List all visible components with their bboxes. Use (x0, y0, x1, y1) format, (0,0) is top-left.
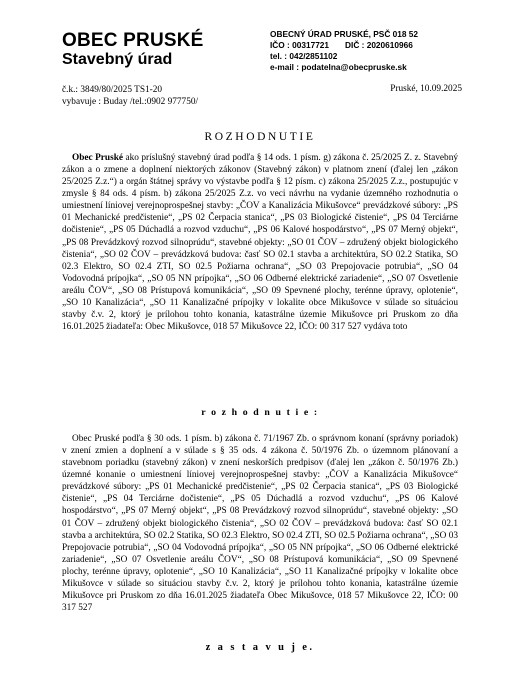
office-address: OBECNÝ ÚRAD PRUSKÉ, PSČ 018 52 (270, 29, 419, 39)
decision-paragraph: Obec Pruské podľa § 30 ods. 1 písm. b) zákona č. 71/1967 Zb. o správnom konaní (správny poriadok) v znení zmien a doplnení a v súlade s § 35 ods. 4 zákona č. 50/1976 Zb. o územnom plánovaní a stavebnom poriadku (stavebný zákon) v znení neskorších predpisov (ďalej len „zákon č. 50/1976 Zb.) územné konanie o umiestnení líniovej verejnoprospešnej stavby: „ČOV a Kanalizácia Mikušovce“ prevádzkové súbory: „PS 01 Mechanické predčistenie“, „PS 02 Čerpacia stanica“, „PS 03 Biologické čistenie“, „PS 04 Terciárne dočistenie“, „PS 05 Dúchadlá a rozvod vzduchu“, „PS 06 Kalové hospodárstvo“, „PS 07 Merný objekt“, „PS 08 Prevádzkový rozvod silnoprúdu“, stavebné objekty: „SO 01 ČOV – združený objekt biologického čistenia“, „SO 02 ČOV – prevádzková budova: časť SO 02.1 stavba a architektúra, SO 02.2 Statika, SO 02.3 Elektro, SO 02.4 ZTI, SO 02.5 Požiarna ochrana“, „SO 03 Prepojovacie potrubia“, „SO 04 Vodovodná prípojka“, „SO 05 NN prípojka“, „SO 06 Odberné elektrické zariadenie“, „SO 07 Osvetlenie areálu ČOV“, „SO 08 Prístupová komunikácia“, „SO 09 Spevnené plochy, terénne úpravy, oplotenie“, „SO 10 Kanalizácia“, „SO 11 Kanalizačné prípojky v lokalite obce Mikušovce v súlade so situáciou stavby č.v. 2, ktorý je prílohou tohto konania, katastrálne územie Mikušovce pri Pruskom zo dňa 16.01.2025 žiadateľa Obec Mikušovce, 018 57 Mikušovce 22, IČO: 00 317 527 (62, 434, 458, 614)
phone-number: tel. : 042/2851102 (270, 50, 338, 61)
case-number: č.k.: 3849/80/2025 TS1-20 (62, 85, 163, 95)
letterhead-org (62, 30, 204, 69)
decision-heading: r o z h o d n u t i e : (201, 407, 319, 418)
ico-number: IČO : 00317721 (270, 39, 330, 50)
reference-block (62, 84, 198, 108)
id-numbers (270, 40, 418, 51)
dept-name: Stavebný úrad (62, 51, 173, 69)
org-name: OBEC PRUSKÉ (62, 30, 204, 51)
intro-text: ako príslušný stavebný úrad podľa § 14 ods. 1 písm. g) zákona č. 25/2025 Z. z. Stavebný zákon a o zmene a doplnení niektorých zákonov (Stavebný zákon) v platnom znení (ďalej len „zákon 25/2025 Z.z.“) a orgán štátnej správy vo výstavbe podľa § 12 písm. c) zákona 25/2025 Z.z., postupujúc v zmysle § 84 ods. 4 písm. b) zákona 25/2025 Z.z. vo veci návrhu na vydanie územného rozhodnutia o umiestnení líniovej verejnoprospešnej stavby: „ČOV a Kanalizácia Mikušovce“ prevádzkové súbory: „PS 01 Mechanické predčistenie“, „PS 02 Čerpacia stanica“, „PS 03 Biologické čistenie“, „PS 04 Terciárne dočistenie“, „PS 05 Dúchadlá a rozvod vzduchu“, „PS 06 Kalové hospodárstvo“, „PS 07 Merný objekt“, „PS 08 Prevádzkový rozvod silnoprúdu“, stavebné objekty: „SO 01 ČOV – združený objekt biologického čistenia“, „SO 02 ČOV – prevádzková budova: časť SO 02.1 stavba a architektúra, SO 02.2 Statika, SO 02.3 Elektro, SO 02.4 ZTI, SO 02.5 Požiarna ochrana“, „SO 03 Prepojovacie potrubia“, „SO 04 Vodovodná prípojka“, „SO 05 NN prípojka“, „SO 06 Odberné elektrické zariadenie“, „SO 07 Osvetlenie areálu ČOV“, „SO 08 Prístupová komunikácia“, „SO 09 Spevnené plochy, terénne úpravy, oplotenie“, „SO 10 Kanalizácia“, „SO 11 Kanalizačné prípojky v lokalite obce Mikušovce v súlade so situáciou stavby č.v. 2, ktorý je prílohou tohto konania, katastrálne územie Mikušovce pri Pruskom zo dňa 16.01.2025 žiadateľa: Obec Mikušovce, 018 57 Mikušovce 22, IČO: 00 317 527 vydáva toto (62, 153, 459, 333)
intro-paragraph (62, 152, 458, 333)
decision-verb: z a s t a v u j e. (205, 642, 315, 653)
dic-number: DIČ : 2020610966 (345, 39, 413, 50)
intro-lead: Obec Pruské (72, 153, 124, 163)
handled-by: vybavuje : Buday /tel.:0902 977750/ (62, 97, 199, 108)
letterhead-contact (270, 29, 418, 73)
email-address: e-mail : podatelna@obecpruske.sk (270, 61, 407, 72)
place-date: Pruské, 10.09.2025 (390, 84, 462, 94)
document-title: ROZHODNUTIE (204, 131, 316, 143)
